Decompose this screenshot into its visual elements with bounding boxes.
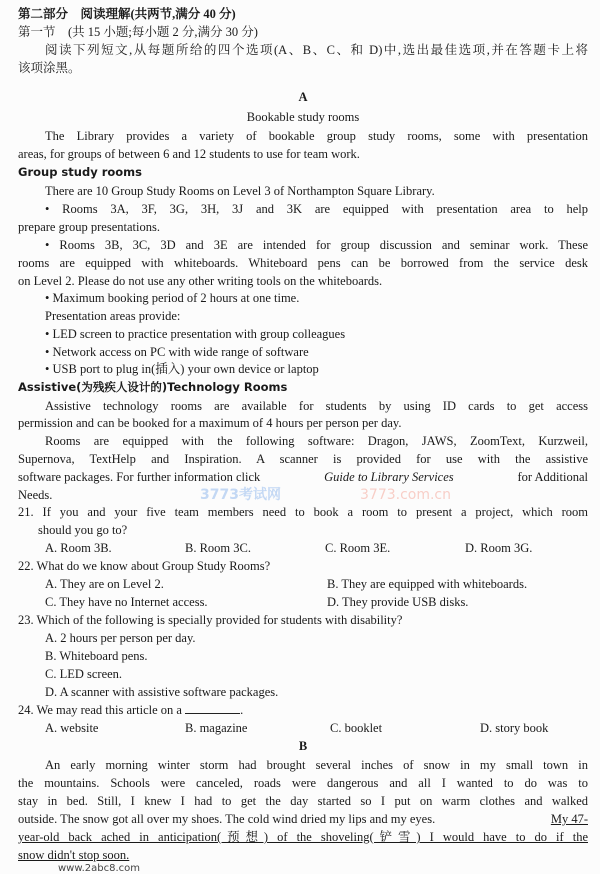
option-c[interactable]: C. Room 3E. [325, 541, 391, 555]
option-a[interactable]: A. Room 3B. [45, 541, 112, 555]
text-line: Presentation areas provide: [45, 309, 181, 323]
text-line: Supernova, TextHelp and Inspiration. A scanner is provided for use with the assistive [18, 452, 588, 466]
assistive-heading: Assistive(为残疾人设计的)Technology Rooms [18, 380, 288, 394]
text-span: software packages. For further information click [18, 470, 261, 484]
stem-text: 24. We may read this article on a [18, 703, 182, 717]
question-23-stem: 23. Which of the following is specially provided for students with disability? [18, 613, 403, 627]
watermark: 3773考试网 [200, 487, 281, 503]
text-line: the mountains. Schools were canceled, roads were dangerous and all I wanted to do was to [18, 776, 588, 790]
question-22-options [45, 593, 600, 611]
watermark: 3773.com.cn [360, 487, 451, 503]
text-line: rooms are equipped with whiteboards. Whiteboard pens can be borrowed from the service desk [18, 256, 588, 270]
text-line: prepare group presentations. [18, 220, 160, 234]
passage-a-title: Bookable study rooms [246, 110, 360, 124]
option-c[interactable]: C. LED screen. [45, 667, 123, 681]
underlined-sentence: snow didn't stop soon. [18, 848, 130, 862]
question-21-stem-2: should you go to? [38, 523, 128, 537]
option-d[interactable]: D. story book [480, 721, 549, 735]
text-line: • USB port to plug in(插入) your own device or laptop [45, 362, 319, 376]
text-span: outside. The snow got all over my shoes. The cold wind dried my lips and my eyes. [18, 812, 436, 826]
text-line: • Network access on PC with wide range of software [45, 345, 309, 359]
text-line: Needs. [18, 488, 53, 502]
answer-blank [185, 701, 240, 714]
instructions-line-1: 阅读下列短文,从每题所给的四个选项(A、B、C、和 D)中,选出最佳选项,并在答题卡上将 [45, 43, 588, 57]
part-heading: 第二部分 阅读理解(共两节,满分 40 分) [18, 7, 236, 21]
option-a[interactable]: A. They are on Level 2. [45, 577, 164, 591]
option-a[interactable]: A. website [45, 721, 99, 735]
text-line: • Rooms 3B, 3C, 3D and 3E are intended for group discussion and seminar work. These [45, 238, 588, 252]
option-d[interactable]: D. A scanner with assistive software packages. [45, 685, 279, 699]
underlined-sentence: My 47- [550, 812, 588, 826]
group-rooms-heading: Group study rooms [18, 165, 142, 179]
option-c[interactable]: C. They have no Internet access. [45, 595, 208, 609]
text-line: There are 10 Group Study Rooms on Level 3 of Northampton Square Library. [45, 184, 435, 198]
question-22-stem: 22. What do we know about Group Study Rooms? [18, 559, 271, 573]
text-line: Rooms are equipped with the following software: Dragon, JAWS, ZoomText, Kurzweil, [45, 434, 588, 448]
instructions-line-2: 该项涂黑。 [18, 61, 81, 75]
question-21-stem: 21. If you and your five team members need to book a room to present a project, which room [18, 505, 588, 519]
text-line: • LED screen to practice presentation with group colleagues [45, 327, 346, 341]
text-line [18, 810, 588, 828]
option-b[interactable]: B. magazine [185, 721, 248, 735]
underlined-sentence: year-old back ached in anticipation(预想) of the shoveling(铲雪) I would have to do if the [18, 830, 588, 844]
text-line: • Maximum booking period of 2 hours at one time. [45, 291, 300, 305]
text-line [18, 468, 588, 486]
stem-end: . [240, 703, 244, 717]
site-watermark: www.2abc8.com [58, 863, 141, 874]
passage-b-label: B [298, 739, 308, 753]
text-span: for Additional [517, 470, 588, 484]
question-22-options [45, 575, 600, 593]
question-21-options [45, 539, 600, 557]
text-line: • Rooms 3A, 3F, 3G, 3H, 3J and 3K are equipped with presentation area to help [45, 202, 588, 216]
text-line: stay in bed. Still, I knew I had to get the day started so I put on warm clothes and walked [18, 794, 588, 808]
option-b[interactable]: B. They are equipped with whiteboards. [327, 577, 528, 591]
text-line: areas, for groups of between 6 and 12 students to use for team work. [18, 147, 360, 161]
option-d[interactable]: D. They provide USB disks. [327, 595, 469, 609]
option-a[interactable]: A. 2 hours per person per day. [45, 631, 196, 645]
text-line: An early morning winter storm had brought several inches of snow in my small town in [45, 758, 588, 772]
passage-a-label: A [298, 90, 308, 104]
text-line: Assistive technology rooms are available for students by using ID cards to get access [45, 399, 588, 413]
text-line: permission and can be booked for a maximum of 4 hours per person per day. [18, 416, 402, 430]
question-24-stem [18, 701, 588, 719]
option-b[interactable]: B. Room 3C. [185, 541, 251, 555]
option-c[interactable]: C. booklet [330, 721, 383, 735]
text-line: on Level 2. Please do not use any other writing tools on the whiteboards. [18, 274, 383, 288]
option-b[interactable]: B. Whiteboard pens. [45, 649, 148, 663]
option-d[interactable]: D. Room 3G. [465, 541, 533, 555]
text-line: The Library provides a variety of bookable group study rooms, some with presentation [45, 129, 588, 143]
section-heading: 第一节 (共 15 小题;每小题 2 分,满分 30 分) [18, 25, 258, 39]
guide-link-text: Guide to Library Services [324, 470, 454, 484]
question-24-options [45, 719, 600, 737]
